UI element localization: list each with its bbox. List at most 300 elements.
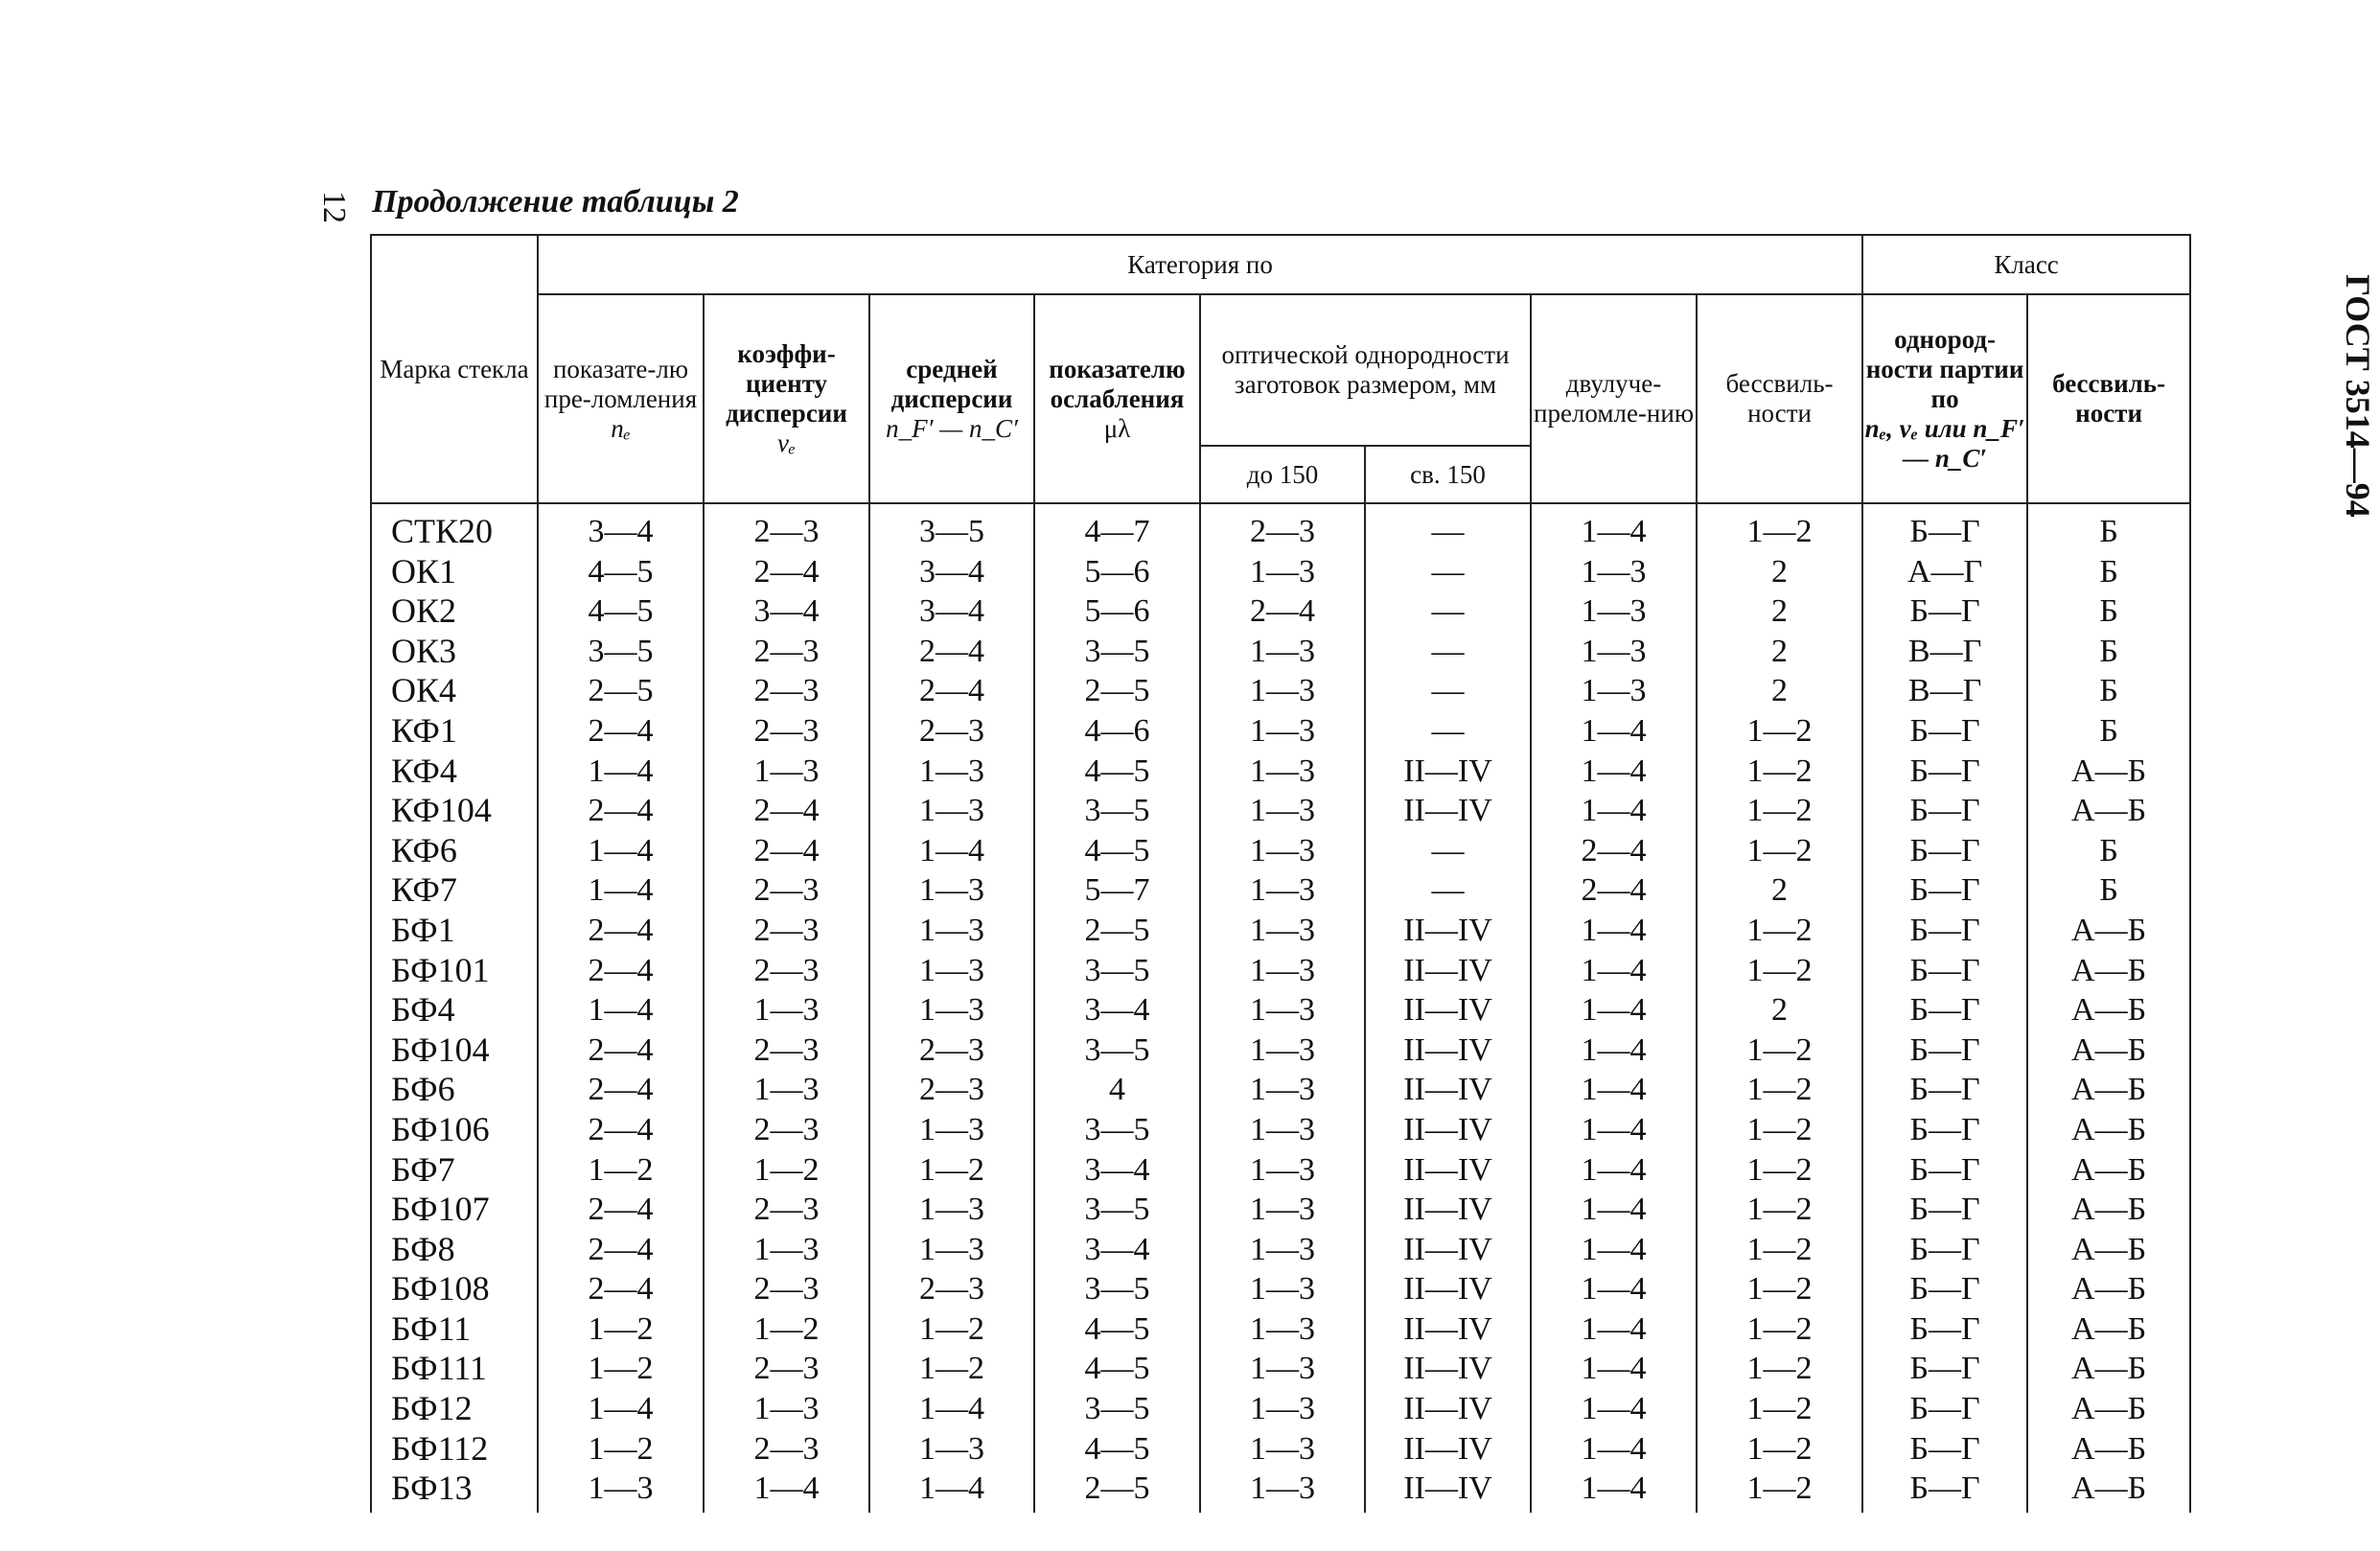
dispersion-coefficient-cell: 2—3 bbox=[704, 870, 869, 911]
homogeneity-up-to-150-cell: 1—3 bbox=[1200, 1469, 1365, 1513]
class-batch-homogeneity-cell: Б—Г bbox=[1862, 951, 2027, 991]
birefringence-cell: 1—4 bbox=[1531, 503, 1697, 552]
gost-header: ГОСТ 3514—94 bbox=[2339, 274, 2377, 518]
striae-freedom-cell: 1—2 bbox=[1697, 1230, 1862, 1270]
birefringence-cell: 2—4 bbox=[1531, 831, 1697, 871]
homogeneity-up-to-150-cell: 1—3 bbox=[1200, 752, 1365, 792]
birefringence-cell: 1—4 bbox=[1531, 1070, 1697, 1110]
homogeneity-up-to-150-cell: 1—3 bbox=[1200, 1429, 1365, 1470]
attenuation-index-cell: 4—5 bbox=[1034, 752, 1200, 792]
class-striae-cell: А—Б bbox=[2027, 1110, 2190, 1150]
dispersion-coefficient-cell: 2—3 bbox=[704, 1349, 869, 1389]
header-batch-homogeneity-text: однород-ности партии по bbox=[1865, 324, 2024, 413]
refraction-index-cell: 1—4 bbox=[538, 752, 704, 792]
striae-freedom-cell: 1—2 bbox=[1697, 1269, 1862, 1309]
dispersion-coefficient-cell: 2—3 bbox=[704, 503, 869, 552]
dispersion-coefficient-cell: 1—3 bbox=[704, 1230, 869, 1270]
class-striae-cell: Б bbox=[2027, 671, 2190, 711]
class-batch-homogeneity-cell: Б—Г bbox=[1862, 752, 2027, 792]
striae-freedom-cell: 2 bbox=[1697, 552, 1862, 592]
refraction-index-cell: 1—4 bbox=[538, 831, 704, 871]
mean-dispersion-cell: 1—3 bbox=[869, 870, 1034, 911]
homogeneity-up-to-150-cell: 1—3 bbox=[1200, 711, 1365, 752]
class-batch-homogeneity-cell: В—Г bbox=[1862, 671, 2027, 711]
class-striae-cell: А—Б bbox=[2027, 1230, 2190, 1270]
refraction-index-cell: 1—2 bbox=[538, 1150, 704, 1191]
attenuation-index-cell: 3—4 bbox=[1034, 1230, 1200, 1270]
table-row bbox=[371, 1030, 2190, 1071]
homogeneity-over-150-cell: II—IV bbox=[1365, 1190, 1531, 1230]
mean-dispersion-cell: 3—4 bbox=[869, 552, 1034, 592]
homogeneity-up-to-150-cell: 1—3 bbox=[1200, 1150, 1365, 1191]
table-row bbox=[371, 552, 2190, 592]
header-mean-dispersion-symbol: n_F′ — n_C′ bbox=[886, 413, 1018, 443]
header-refraction-index bbox=[538, 294, 704, 503]
refraction-index-cell: 2—4 bbox=[538, 1070, 704, 1110]
birefringence-cell: 1—4 bbox=[1531, 1230, 1697, 1270]
homogeneity-up-to-150-cell: 1—3 bbox=[1200, 671, 1365, 711]
refraction-index-cell: 2—4 bbox=[538, 791, 704, 831]
birefringence-cell: 1—4 bbox=[1531, 711, 1697, 752]
homogeneity-over-150-cell: — bbox=[1365, 831, 1531, 871]
homogeneity-over-150-cell: II—IV bbox=[1365, 1429, 1531, 1470]
table-row bbox=[371, 752, 2190, 792]
attenuation-index-cell: 4—7 bbox=[1034, 503, 1200, 552]
header-dispersion-coefficient-text: коэффи-циенту дисперсии bbox=[726, 339, 847, 428]
refraction-index-cell: 2—5 bbox=[538, 671, 704, 711]
attenuation-index-cell: 5—6 bbox=[1034, 552, 1200, 592]
header-mean-dispersion bbox=[869, 294, 1034, 503]
striae-freedom-cell: 1—2 bbox=[1697, 1030, 1862, 1071]
birefringence-cell: 1—4 bbox=[1531, 752, 1697, 792]
striae-freedom-cell: 1—2 bbox=[1697, 831, 1862, 871]
attenuation-index-cell: 3—4 bbox=[1034, 990, 1200, 1030]
glass-mark-cell: КФ6 bbox=[371, 831, 538, 871]
birefringence-cell: 1—4 bbox=[1531, 791, 1697, 831]
homogeneity-over-150-cell: II—IV bbox=[1365, 990, 1531, 1030]
dispersion-coefficient-cell: 2—3 bbox=[704, 1030, 869, 1071]
mean-dispersion-cell: 1—2 bbox=[869, 1349, 1034, 1389]
class-batch-homogeneity-cell: Б—Г bbox=[1862, 831, 2027, 871]
table-header bbox=[371, 235, 2190, 503]
class-striae-cell: А—Б bbox=[2027, 911, 2190, 951]
homogeneity-up-to-150-cell: 1—3 bbox=[1200, 911, 1365, 951]
header-category-group: Категория по bbox=[538, 235, 1862, 294]
striae-freedom-cell: 1—2 bbox=[1697, 1309, 1862, 1350]
dispersion-coefficient-cell: 1—4 bbox=[704, 1469, 869, 1513]
homogeneity-up-to-150-cell: 1—3 bbox=[1200, 870, 1365, 911]
class-batch-homogeneity-cell: Б—Г bbox=[1862, 1429, 2027, 1470]
mean-dispersion-cell: 2—3 bbox=[869, 1070, 1034, 1110]
glass-mark-cell: КФ7 bbox=[371, 870, 538, 911]
class-batch-homogeneity-cell: Б—Г bbox=[1862, 1469, 2027, 1513]
attenuation-index-cell: 3—5 bbox=[1034, 1389, 1200, 1429]
homogeneity-up-to-150-cell: 1—3 bbox=[1200, 552, 1365, 592]
dispersion-coefficient-cell: 2—3 bbox=[704, 1110, 869, 1150]
homogeneity-over-150-cell: II—IV bbox=[1365, 1110, 1531, 1150]
class-batch-homogeneity-cell: Б—Г bbox=[1862, 711, 2027, 752]
class-striae-cell: А—Б bbox=[2027, 1269, 2190, 1309]
homogeneity-over-150-cell: — bbox=[1365, 711, 1531, 752]
striae-freedom-cell: 1—2 bbox=[1697, 752, 1862, 792]
striae-freedom-cell: 1—2 bbox=[1697, 911, 1862, 951]
attenuation-index-cell: 4—5 bbox=[1034, 1349, 1200, 1389]
class-batch-homogeneity-cell: Б—Г bbox=[1862, 911, 2027, 951]
homogeneity-over-150-cell: — bbox=[1365, 503, 1531, 552]
glass-mark-cell: БФ104 bbox=[371, 1030, 538, 1071]
birefringence-cell: 1—4 bbox=[1531, 1389, 1697, 1429]
birefringence-cell: 1—4 bbox=[1531, 1110, 1697, 1150]
attenuation-index-cell: 3—5 bbox=[1034, 1190, 1200, 1230]
class-batch-homogeneity-cell: Б—Г bbox=[1862, 870, 2027, 911]
homogeneity-up-to-150-cell: 1—3 bbox=[1200, 990, 1365, 1030]
striae-freedom-cell: 1—2 bbox=[1697, 1150, 1862, 1191]
birefringence-cell: 1—4 bbox=[1531, 1349, 1697, 1389]
mean-dispersion-cell: 1—3 bbox=[869, 791, 1034, 831]
striae-freedom-cell: 2 bbox=[1697, 671, 1862, 711]
homogeneity-over-150-cell: II—IV bbox=[1365, 1269, 1531, 1309]
table-row bbox=[371, 1349, 2190, 1389]
table-row bbox=[371, 1389, 2190, 1429]
header-size-over-150: св. 150 bbox=[1365, 446, 1531, 503]
class-striae-cell: Б bbox=[2027, 870, 2190, 911]
homogeneity-over-150-cell: II—IV bbox=[1365, 1230, 1531, 1270]
class-striae-cell: Б bbox=[2027, 591, 2190, 632]
glass-mark-cell: ОК3 bbox=[371, 632, 538, 672]
mean-dispersion-cell: 1—3 bbox=[869, 1429, 1034, 1470]
dispersion-coefficient-cell: 2—4 bbox=[704, 791, 869, 831]
mean-dispersion-cell: 1—4 bbox=[869, 831, 1034, 871]
attenuation-index-cell: 2—5 bbox=[1034, 1469, 1200, 1513]
class-batch-homogeneity-cell: Б—Г bbox=[1862, 1389, 2027, 1429]
homogeneity-up-to-150-cell: 1—3 bbox=[1200, 791, 1365, 831]
refraction-index-cell: 2—4 bbox=[538, 911, 704, 951]
dispersion-coefficient-cell: 2—4 bbox=[704, 831, 869, 871]
homogeneity-up-to-150-cell: 1—3 bbox=[1200, 951, 1365, 991]
striae-freedom-cell: 1—2 bbox=[1697, 1469, 1862, 1513]
mean-dispersion-cell: 1—2 bbox=[869, 1150, 1034, 1191]
class-batch-homogeneity-cell: Б—Г bbox=[1862, 503, 2027, 552]
attenuation-index-cell: 3—5 bbox=[1034, 791, 1200, 831]
dispersion-coefficient-cell: 1—3 bbox=[704, 990, 869, 1030]
homogeneity-up-to-150-cell: 2—3 bbox=[1200, 503, 1365, 552]
refraction-index-cell: 3—4 bbox=[538, 503, 704, 552]
class-batch-homogeneity-cell: Б—Г bbox=[1862, 1230, 2027, 1270]
homogeneity-over-150-cell: II—IV bbox=[1365, 791, 1531, 831]
refraction-index-cell: 2—4 bbox=[538, 951, 704, 991]
glass-mark-cell: БФ4 bbox=[371, 990, 538, 1030]
table-row bbox=[371, 1070, 2190, 1110]
homogeneity-up-to-150-cell: 1—3 bbox=[1200, 1190, 1365, 1230]
dispersion-coefficient-cell: 2—4 bbox=[704, 552, 869, 592]
class-batch-homogeneity-cell: Б—Г bbox=[1862, 1070, 2027, 1110]
glass-mark-cell: СТК20 bbox=[371, 503, 538, 552]
homogeneity-up-to-150-cell: 1—3 bbox=[1200, 831, 1365, 871]
dispersion-coefficient-cell: 2—3 bbox=[704, 671, 869, 711]
header-dispersion-coefficient-symbol: νₑ bbox=[776, 428, 797, 457]
table-row bbox=[371, 1110, 2190, 1150]
birefringence-cell: 1—3 bbox=[1531, 591, 1697, 632]
mean-dispersion-cell: 1—3 bbox=[869, 990, 1034, 1030]
birefringence-cell: 1—3 bbox=[1531, 632, 1697, 672]
mean-dispersion-cell: 1—3 bbox=[869, 1110, 1034, 1150]
birefringence-cell: 1—4 bbox=[1531, 1309, 1697, 1350]
birefringence-cell: 1—3 bbox=[1531, 552, 1697, 592]
page-number: 12 bbox=[316, 191, 352, 223]
homogeneity-over-150-cell: II—IV bbox=[1365, 1150, 1531, 1191]
refraction-index-cell: 2—4 bbox=[538, 1110, 704, 1150]
class-striae-cell: А—Б bbox=[2027, 1150, 2190, 1191]
attenuation-index-cell: 4—5 bbox=[1034, 1429, 1200, 1470]
mean-dispersion-cell: 2—4 bbox=[869, 632, 1034, 672]
class-striae-cell: А—Б bbox=[2027, 951, 2190, 991]
birefringence-cell: 1—4 bbox=[1531, 1150, 1697, 1191]
table-row bbox=[371, 1230, 2190, 1270]
class-striae-cell: Б bbox=[2027, 711, 2190, 752]
homogeneity-up-to-150-cell: 1—3 bbox=[1200, 632, 1365, 672]
mean-dispersion-cell: 2—3 bbox=[869, 1269, 1034, 1309]
homogeneity-up-to-150-cell: 1—3 bbox=[1200, 1309, 1365, 1350]
homogeneity-over-150-cell: II—IV bbox=[1365, 1469, 1531, 1513]
class-batch-homogeneity-cell: Б—Г bbox=[1862, 990, 2027, 1030]
striae-freedom-cell: 1—2 bbox=[1697, 791, 1862, 831]
header-class-group: Класс bbox=[1862, 235, 2190, 294]
header-class-striae: бессвиль-ности bbox=[2027, 294, 2190, 503]
glass-mark-cell: БФ106 bbox=[371, 1110, 538, 1150]
glass-mark-cell: БФ108 bbox=[371, 1269, 538, 1309]
dispersion-coefficient-cell: 1—2 bbox=[704, 1309, 869, 1350]
header-optical-homogeneity: оптической однородности заготовок размером, мм bbox=[1200, 294, 1531, 446]
dispersion-coefficient-cell: 2—3 bbox=[704, 911, 869, 951]
dispersion-coefficient-cell: 2—3 bbox=[704, 632, 869, 672]
class-striae-cell: А—Б bbox=[2027, 791, 2190, 831]
striae-freedom-cell: 1—2 bbox=[1697, 503, 1862, 552]
dispersion-coefficient-cell: 1—2 bbox=[704, 1150, 869, 1191]
glass-mark-cell: ОК2 bbox=[371, 591, 538, 632]
refraction-index-cell: 1—4 bbox=[538, 1389, 704, 1429]
glass-mark-cell: ОК1 bbox=[371, 552, 538, 592]
striae-freedom-cell: 1—2 bbox=[1697, 1190, 1862, 1230]
attenuation-index-cell: 2—5 bbox=[1034, 911, 1200, 951]
birefringence-cell: 1—4 bbox=[1531, 1190, 1697, 1230]
mean-dispersion-cell: 2—3 bbox=[869, 1030, 1034, 1071]
mean-dispersion-cell: 1—4 bbox=[869, 1469, 1034, 1513]
homogeneity-over-150-cell: II—IV bbox=[1365, 1389, 1531, 1429]
homogeneity-up-to-150-cell: 1—3 bbox=[1200, 1030, 1365, 1071]
class-batch-homogeneity-cell: Б—Г bbox=[1862, 1150, 2027, 1191]
glass-mark-cell: КФ4 bbox=[371, 752, 538, 792]
dispersion-coefficient-cell: 2—3 bbox=[704, 1269, 869, 1309]
refraction-index-cell: 1—4 bbox=[538, 870, 704, 911]
refraction-index-cell: 4—5 bbox=[538, 591, 704, 632]
class-batch-homogeneity-cell: А—Г bbox=[1862, 552, 2027, 592]
table-row bbox=[371, 990, 2190, 1030]
table-row bbox=[371, 671, 2190, 711]
attenuation-index-cell: 4—6 bbox=[1034, 711, 1200, 752]
table-row bbox=[371, 503, 2190, 552]
birefringence-cell: 1—4 bbox=[1531, 1269, 1697, 1309]
class-striae-cell: Б bbox=[2027, 552, 2190, 592]
homogeneity-up-to-150-cell: 1—3 bbox=[1200, 1269, 1365, 1309]
attenuation-index-cell: 3—5 bbox=[1034, 1110, 1200, 1150]
refraction-index-cell: 1—2 bbox=[538, 1429, 704, 1470]
class-striae-cell: Б bbox=[2027, 831, 2190, 871]
striae-freedom-cell: 2 bbox=[1697, 870, 1862, 911]
refraction-index-cell: 2—4 bbox=[538, 1190, 704, 1230]
class-batch-homogeneity-cell: В—Г bbox=[1862, 632, 2027, 672]
class-striae-cell: А—Б bbox=[2027, 1389, 2190, 1429]
homogeneity-up-to-150-cell: 1—3 bbox=[1200, 1070, 1365, 1110]
refraction-index-cell: 1—3 bbox=[538, 1469, 704, 1513]
table-row bbox=[371, 1190, 2190, 1230]
mean-dispersion-cell: 1—3 bbox=[869, 951, 1034, 991]
birefringence-cell: 2—4 bbox=[1531, 870, 1697, 911]
table-body bbox=[371, 503, 2190, 1513]
table-row bbox=[371, 1269, 2190, 1309]
table-row bbox=[371, 711, 2190, 752]
dispersion-coefficient-cell: 3—4 bbox=[704, 591, 869, 632]
attenuation-index-cell: 2—5 bbox=[1034, 671, 1200, 711]
attenuation-index-cell: 4 bbox=[1034, 1070, 1200, 1110]
glass-mark-cell: БФ112 bbox=[371, 1429, 538, 1470]
header-striae-freedom: бессвиль-ности bbox=[1697, 294, 1862, 503]
birefringence-cell: 1—4 bbox=[1531, 951, 1697, 991]
table-row bbox=[371, 1150, 2190, 1191]
homogeneity-up-to-150-cell: 1—3 bbox=[1200, 1230, 1365, 1270]
table-caption: Продолжение таблицы 2 bbox=[372, 184, 739, 220]
class-batch-homogeneity-cell: Б—Г bbox=[1862, 1269, 2027, 1309]
refraction-index-cell: 2—4 bbox=[538, 711, 704, 752]
glass-mark-cell: БФ11 bbox=[371, 1309, 538, 1350]
glass-mark-cell: БФ7 bbox=[371, 1150, 538, 1191]
dispersion-coefficient-cell: 2—3 bbox=[704, 951, 869, 991]
homogeneity-up-to-150-cell: 1—3 bbox=[1200, 1349, 1365, 1389]
glass-mark-cell: КФ1 bbox=[371, 711, 538, 752]
mean-dispersion-cell: 3—5 bbox=[869, 503, 1034, 552]
homogeneity-over-150-cell: II—IV bbox=[1365, 911, 1531, 951]
mean-dispersion-cell: 1—3 bbox=[869, 1190, 1034, 1230]
header-refraction-index-text: показате-лю пре-ломления bbox=[543, 354, 698, 413]
header-dispersion-coefficient bbox=[704, 294, 869, 503]
refraction-index-cell: 3—5 bbox=[538, 632, 704, 672]
header-birefringence: двулуче-преломле-нию bbox=[1531, 294, 1697, 503]
refraction-index-cell: 2—4 bbox=[538, 1030, 704, 1071]
homogeneity-over-150-cell: II—IV bbox=[1365, 1349, 1531, 1389]
glass-mark-cell: ОК4 bbox=[371, 671, 538, 711]
homogeneity-over-150-cell: II—IV bbox=[1365, 1309, 1531, 1350]
table-row bbox=[371, 1429, 2190, 1470]
striae-freedom-cell: 1—2 bbox=[1697, 1389, 1862, 1429]
header-attenuation-index-symbol: μλ bbox=[1103, 413, 1131, 443]
birefringence-cell: 1—4 bbox=[1531, 1429, 1697, 1470]
glass-mark-cell: БФ8 bbox=[371, 1230, 538, 1270]
class-striae-cell: А—Б bbox=[2027, 1429, 2190, 1470]
class-striae-cell: Б bbox=[2027, 632, 2190, 672]
dispersion-coefficient-cell: 1—3 bbox=[704, 1070, 869, 1110]
glass-mark-cell: БФ107 bbox=[371, 1190, 538, 1230]
striae-freedom-cell: 1—2 bbox=[1697, 1070, 1862, 1110]
class-striae-cell: А—Б bbox=[2027, 990, 2190, 1030]
homogeneity-over-150-cell: — bbox=[1365, 552, 1531, 592]
glass-mark-cell: КФ104 bbox=[371, 791, 538, 831]
striae-freedom-cell: 1—2 bbox=[1697, 1429, 1862, 1470]
table-row bbox=[371, 1469, 2190, 1513]
striae-freedom-cell: 2 bbox=[1697, 591, 1862, 632]
birefringence-cell: 1—4 bbox=[1531, 1030, 1697, 1071]
glass-category-table bbox=[370, 234, 2191, 1513]
class-striae-cell: Б bbox=[2027, 503, 2190, 552]
homogeneity-over-150-cell: II—IV bbox=[1365, 951, 1531, 991]
class-batch-homogeneity-cell: Б—Г bbox=[1862, 1349, 2027, 1389]
homogeneity-over-150-cell: II—IV bbox=[1365, 1070, 1531, 1110]
refraction-index-cell: 4—5 bbox=[538, 552, 704, 592]
attenuation-index-cell: 3—5 bbox=[1034, 632, 1200, 672]
table-row bbox=[371, 1309, 2190, 1350]
attenuation-index-cell: 3—5 bbox=[1034, 1269, 1200, 1309]
mean-dispersion-cell: 2—3 bbox=[869, 711, 1034, 752]
homogeneity-over-150-cell: — bbox=[1365, 632, 1531, 672]
header-attenuation-index-text: показателю ослабления bbox=[1049, 354, 1186, 413]
class-batch-homogeneity-cell: Б—Г bbox=[1862, 1309, 2027, 1350]
homogeneity-up-to-150-cell: 2—4 bbox=[1200, 591, 1365, 632]
class-batch-homogeneity-cell: Б—Г bbox=[1862, 1190, 2027, 1230]
class-batch-homogeneity-cell: Б—Г bbox=[1862, 1110, 2027, 1150]
birefringence-cell: 1—3 bbox=[1531, 671, 1697, 711]
striae-freedom-cell: 1—2 bbox=[1697, 951, 1862, 991]
birefringence-cell: 1—4 bbox=[1531, 911, 1697, 951]
dispersion-coefficient-cell: 1—3 bbox=[704, 1389, 869, 1429]
mean-dispersion-cell: 3—4 bbox=[869, 591, 1034, 632]
class-batch-homogeneity-cell: Б—Г bbox=[1862, 1030, 2027, 1071]
attenuation-index-cell: 3—5 bbox=[1034, 1030, 1200, 1071]
homogeneity-over-150-cell: II—IV bbox=[1365, 752, 1531, 792]
table-row bbox=[371, 791, 2190, 831]
attenuation-index-cell: 5—7 bbox=[1034, 870, 1200, 911]
glass-mark-cell: БФ13 bbox=[371, 1469, 538, 1513]
refraction-index-cell: 1—2 bbox=[538, 1349, 704, 1389]
glass-mark-cell: БФ12 bbox=[371, 1389, 538, 1429]
table-row bbox=[371, 951, 2190, 991]
attenuation-index-cell: 3—5 bbox=[1034, 951, 1200, 991]
glass-mark-cell: БФ111 bbox=[371, 1349, 538, 1389]
attenuation-index-cell: 5—6 bbox=[1034, 591, 1200, 632]
table-row bbox=[371, 591, 2190, 632]
glass-mark-cell: БФ6 bbox=[371, 1070, 538, 1110]
homogeneity-over-150-cell: — bbox=[1365, 870, 1531, 911]
homogeneity-over-150-cell: — bbox=[1365, 671, 1531, 711]
mean-dispersion-cell: 1—3 bbox=[869, 1230, 1034, 1270]
mean-dispersion-cell: 1—4 bbox=[869, 1389, 1034, 1429]
mean-dispersion-cell: 1—3 bbox=[869, 752, 1034, 792]
dispersion-coefficient-cell: 2—3 bbox=[704, 711, 869, 752]
table-row bbox=[371, 870, 2190, 911]
class-striae-cell: А—Б bbox=[2027, 1030, 2190, 1071]
attenuation-index-cell: 3—4 bbox=[1034, 1150, 1200, 1191]
header-batch-homogeneity bbox=[1862, 294, 2027, 503]
striae-freedom-cell: 1—2 bbox=[1697, 1110, 1862, 1150]
homogeneity-over-150-cell: II—IV bbox=[1365, 1030, 1531, 1071]
glass-mark-cell: БФ101 bbox=[371, 951, 538, 991]
header-mean-dispersion-text: средней дисперсии bbox=[890, 354, 1013, 413]
homogeneity-over-150-cell: — bbox=[1365, 591, 1531, 632]
striae-freedom-cell: 2 bbox=[1697, 632, 1862, 672]
table-row bbox=[371, 632, 2190, 672]
refraction-index-cell: 2—4 bbox=[538, 1230, 704, 1270]
striae-freedom-cell: 2 bbox=[1697, 990, 1862, 1030]
class-striae-cell: А—Б bbox=[2027, 1070, 2190, 1110]
header-attenuation-index bbox=[1034, 294, 1200, 503]
mean-dispersion-cell: 1—2 bbox=[869, 1309, 1034, 1350]
